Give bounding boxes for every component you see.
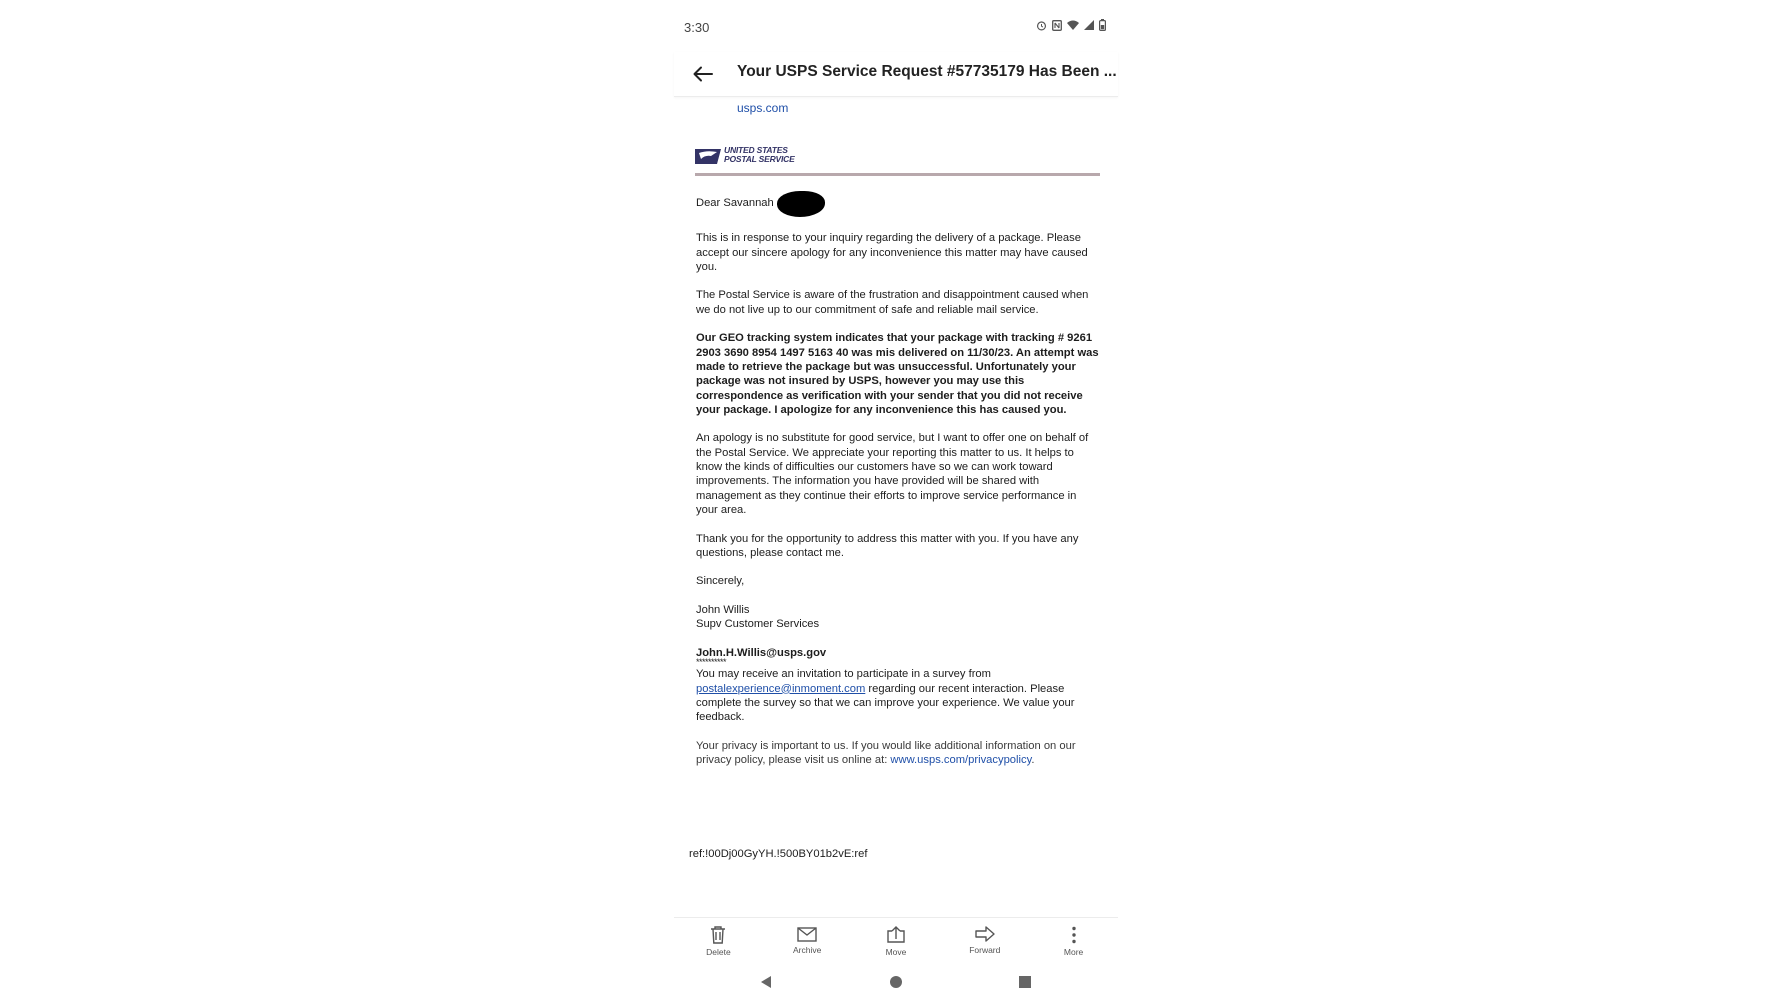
wifi-icon [1067, 20, 1079, 30]
tracking-paragraph: Our GEO tracking system indicates that your package with tracking # 9261 2903 3690 8954 1497 5163 40 was mis delivered on 11/30/23. An attempt was made to retrieve the package but was unsuccessful. Unfortunately your package was not insured by USPS, however you may use this correspondence as verification with your sender that you did not receive your package. I apologize for any inconvenience this has caused you. [696, 332, 1099, 416]
nav-back-icon[interactable] [759, 975, 773, 989]
survey-paragraph [696, 667, 1101, 724]
survey-email-link[interactable]: postalexperience@inmoment.com [696, 682, 866, 695]
usps-logo [695, 146, 795, 164]
redaction-mark [777, 191, 825, 217]
move-button[interactable] [852, 918, 941, 968]
delete-button[interactable] [674, 918, 763, 968]
forward-arrow-icon [975, 926, 995, 942]
system-nav-bar [674, 975, 1118, 997]
privacy-text-before: Your privacy is important to us. If you would like additional information on our privacy policy, please visit us online at: [696, 739, 1076, 766]
archive-button[interactable] [763, 918, 852, 968]
signal-icon [1084, 20, 1094, 30]
survey-text-after: regarding our recent interaction. Please complete the survey so that we can improve your experience. We value your feedback. [696, 682, 1075, 724]
signature-block [696, 603, 1101, 632]
status-icons [1036, 19, 1106, 31]
paragraph-5: Thank you for the opportunity to address this matter with you. If you have any questions, please contact me. [696, 532, 1079, 559]
arrow-left-icon [693, 66, 713, 82]
email-subject-title: Your USPS Service Request #57735179 Has Been ... [737, 63, 1117, 80]
status-bar [674, 14, 1118, 40]
closing: Sincerely, [696, 575, 745, 588]
survey-text-before: You may receive an invitation to participate in a survey from [696, 668, 991, 681]
greeting-line [696, 189, 1101, 217]
email-body [674, 96, 1118, 916]
signer-email: John.H.Willis@usps.gov [696, 646, 827, 659]
separator: ********** [696, 657, 727, 668]
greeting: Dear Savannah [696, 196, 774, 209]
action-bar [674, 917, 1118, 968]
sender-domain[interactable]: usps.com [737, 101, 789, 115]
delete-label: Delete [706, 947, 731, 957]
trash-icon [710, 926, 726, 944]
signer-title: Supv Customer Services [696, 618, 820, 631]
nav-home-icon[interactable] [889, 975, 903, 989]
privacy-policy-link[interactable]: www.usps.com/privacypolicy [890, 753, 1032, 766]
paragraph-2: The Postal Service is aware of the frustration and disappointment caused when we do not live up to our commitment of safe and reliable mail service. [696, 289, 1089, 316]
more-button[interactable] [1029, 918, 1118, 968]
alarm-icon [1036, 20, 1047, 31]
email-header [674, 52, 1118, 97]
usps-logo-line2: POSTAL SERVICE [724, 154, 795, 164]
battery-icon [1099, 19, 1106, 31]
usps-logo-line1: UNITED STATES [724, 145, 788, 155]
move-label: Move [885, 947, 907, 957]
paragraph-4: An apology is no substitute for good service, but I want to offer one on behalf of the Postal Service. We appreciate your reporting this matter to us. It helps to know the kinds of difficulties our customers have so we can work toward improvements. The information you have provided will be shared with management as they continue their efforts to improve service performance in your area. [696, 432, 1089, 516]
status-time: 3:30 [684, 20, 710, 35]
privacy-text-after: . [1031, 753, 1035, 766]
move-icon [886, 926, 906, 944]
forward-button[interactable] [940, 918, 1029, 968]
nfc-icon [1052, 20, 1062, 31]
more-label: More [1063, 947, 1084, 957]
privacy-paragraph [696, 739, 1101, 768]
envelope-icon [797, 926, 817, 942]
more-vertical-icon [1071, 926, 1077, 944]
signer-name: John Willis [696, 604, 750, 617]
logo-divider [695, 173, 1100, 176]
reference-code: ref:!00Dj00GyYH.!500BY01b2vE:ref [689, 848, 868, 860]
archive-label: Archive [793, 945, 822, 955]
usps-eagle-icon [695, 147, 721, 164]
nav-recents-icon[interactable] [1018, 975, 1032, 989]
letter-text [696, 189, 1101, 782]
forward-label: Forward [969, 945, 1001, 955]
back-button[interactable] [688, 60, 718, 88]
phone-screen [674, 0, 1118, 1000]
paragraph-1: This is in response to your inquiry regarding the delivery of a package. Please accept our sincere apology for any inconvenience this matter may have caused you. [696, 232, 1088, 273]
